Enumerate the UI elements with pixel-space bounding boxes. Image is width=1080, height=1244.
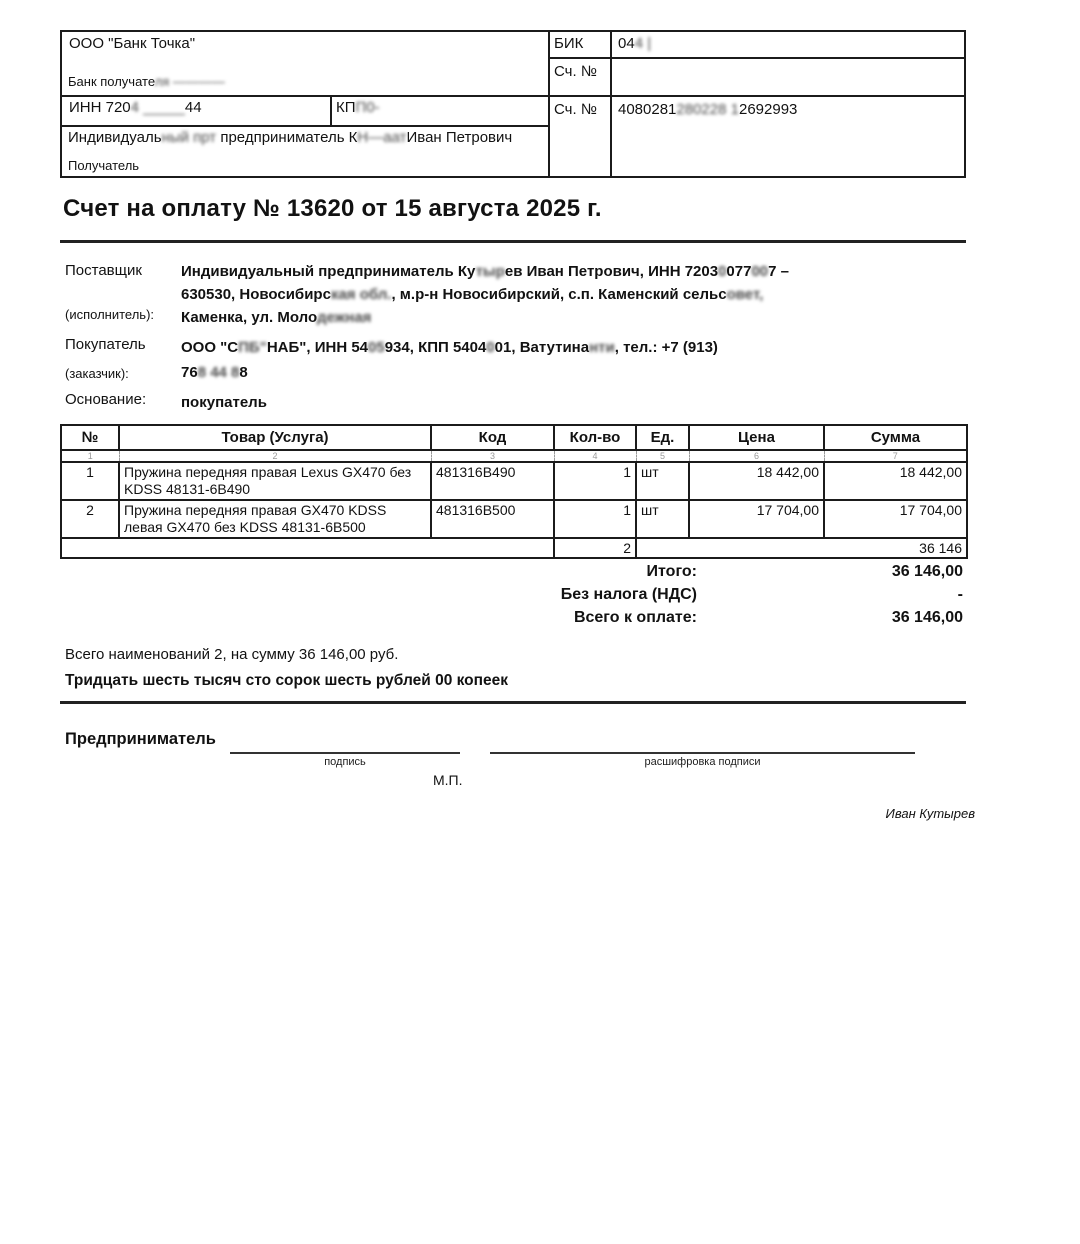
total-value: 36 146,00 — [891, 563, 963, 580]
total-label: Всего к оплате: — [573, 609, 697, 626]
supplier-value: Индивидуальный предприниматель Кутырев Иван Петрович, ИНН 72030077007 – 630530, Новосибирская обл., м.р-н Новосибирский, с.п. Каменский сельсовет, Каменка, ул. Молодежная — [181, 263, 789, 326]
item-code: 481316B490 — [431, 462, 554, 500]
total-label: Без налога (НДС) — [560, 586, 697, 603]
footer-empty-cell — [61, 538, 554, 558]
account-label-1: Сч. № — [554, 63, 597, 80]
total-row-vsego — [60, 609, 966, 632]
divider — [548, 57, 964, 59]
bank-name: ООО "Банк Точка" — [69, 35, 196, 52]
col-header-unit: Ед. — [636, 425, 689, 450]
signature-caption: подпись — [324, 756, 366, 768]
buyer-value: ООО "СПБ"НАБ", ИНН 5405934, КПП 5404001, Ватутинанти, тел.: +7 (913) 768 44 88 — [181, 339, 718, 381]
column-number: 2 — [119, 450, 431, 462]
divider — [60, 240, 966, 243]
total-label: Итого: — [646, 563, 697, 580]
divider — [548, 32, 550, 176]
divider — [60, 701, 966, 704]
col-header-num: № — [61, 425, 119, 450]
col-header-code: Код — [431, 425, 554, 450]
stamp-place-label: М.П. — [433, 772, 463, 788]
items-table — [60, 424, 968, 559]
divider — [330, 97, 332, 125]
item-price: 18 442,00 — [689, 462, 824, 500]
items-footer-row — [61, 538, 967, 558]
bik-label: БИК — [554, 35, 584, 52]
item-qty: 1 — [554, 500, 636, 538]
item-sum: 18 442,00 — [824, 462, 967, 500]
supplier-section — [65, 257, 975, 333]
item-name: Пружина передняя правая GX470 KDSS левая GX470 без KDSS 48131-6B500 — [119, 500, 431, 538]
signature-decryption-caption: расшифровка подписи — [644, 756, 761, 768]
column-number: 6 — [689, 450, 824, 462]
items-header-row — [61, 425, 967, 450]
col-header-qty: Кол-во — [554, 425, 636, 450]
total-value: 36 146,00 — [891, 609, 963, 626]
footer-signatory-name: Иван Кутырев — [885, 806, 975, 821]
basis-value: покупатель — [181, 394, 267, 411]
column-number: 7 — [824, 450, 967, 462]
item-unit: шт — [636, 462, 689, 500]
item-num: 2 — [61, 500, 119, 538]
summary-count-line: Всего наименований 2, на сумму 36 146,00 руб. — [65, 646, 399, 663]
qty-total: 2 — [554, 538, 636, 558]
column-number: 3 — [431, 450, 554, 462]
recipient-name: Индивидуальный прт предприниматель КН—аатИван Петрович — [68, 129, 513, 146]
sum-total: 36 146 — [636, 538, 967, 558]
total-row-nds — [60, 586, 966, 609]
column-number: 5 — [636, 450, 689, 462]
item-code: 481316B500 — [431, 500, 554, 538]
inn-field: ИНН 7204 _____44 — [69, 99, 202, 116]
divider — [62, 95, 964, 97]
column-number: 4 — [554, 450, 636, 462]
recipient-label: Получатель — [68, 158, 140, 173]
totals-section — [60, 563, 966, 635]
amount-in-words: Тридцать шесть тысяч сто сорок шесть рублей 00 копеек — [65, 672, 509, 689]
bank-recipient-label: Банк получателя ———— — [68, 74, 225, 89]
total-row-itogo — [60, 563, 966, 586]
total-value: - — [957, 586, 963, 603]
item-qty: 1 — [554, 462, 636, 500]
item-row — [61, 462, 967, 500]
entrepreneur-label: Предприниматель — [65, 730, 216, 748]
item-num: 1 — [61, 462, 119, 500]
basis-label: Основание: — [65, 391, 147, 408]
buyer-section — [65, 333, 975, 389]
page-title: Счет на оплату № 13620 от 15 августа 2025 г. — [63, 195, 602, 222]
supplier-label: Поставщик — [65, 262, 142, 279]
account-number: 4080281280228 12692993 — [618, 101, 798, 118]
bank-details-table — [60, 30, 966, 178]
signature-decryption-line — [490, 752, 915, 754]
supplier-sublabel: (исполнитель): — [65, 307, 155, 322]
bik-value: 044 | — [618, 35, 652, 52]
column-numbers-row — [61, 450, 967, 462]
item-unit: шт — [636, 500, 689, 538]
item-sum: 17 704,00 — [824, 500, 967, 538]
divider — [62, 125, 548, 127]
buyer-label: Покупатель — [65, 336, 146, 353]
divider — [610, 32, 612, 176]
col-header-sum: Сумма — [824, 425, 967, 450]
buyer-sublabel: (заказчик): — [65, 366, 129, 381]
item-row — [61, 500, 967, 538]
col-header-product: Товар (Услуга) — [119, 425, 431, 450]
col-header-price: Цена — [689, 425, 824, 450]
signature-line — [230, 752, 460, 754]
item-price: 17 704,00 — [689, 500, 824, 538]
column-number: 1 — [61, 450, 119, 462]
item-name: Пружина передняя правая Lexus GX470 без KDSS 48131-6B490 — [119, 462, 431, 500]
signature-section — [65, 726, 975, 796]
account-label-2: Сч. № — [554, 101, 597, 118]
kpp-field: КПП0- — [336, 99, 380, 116]
